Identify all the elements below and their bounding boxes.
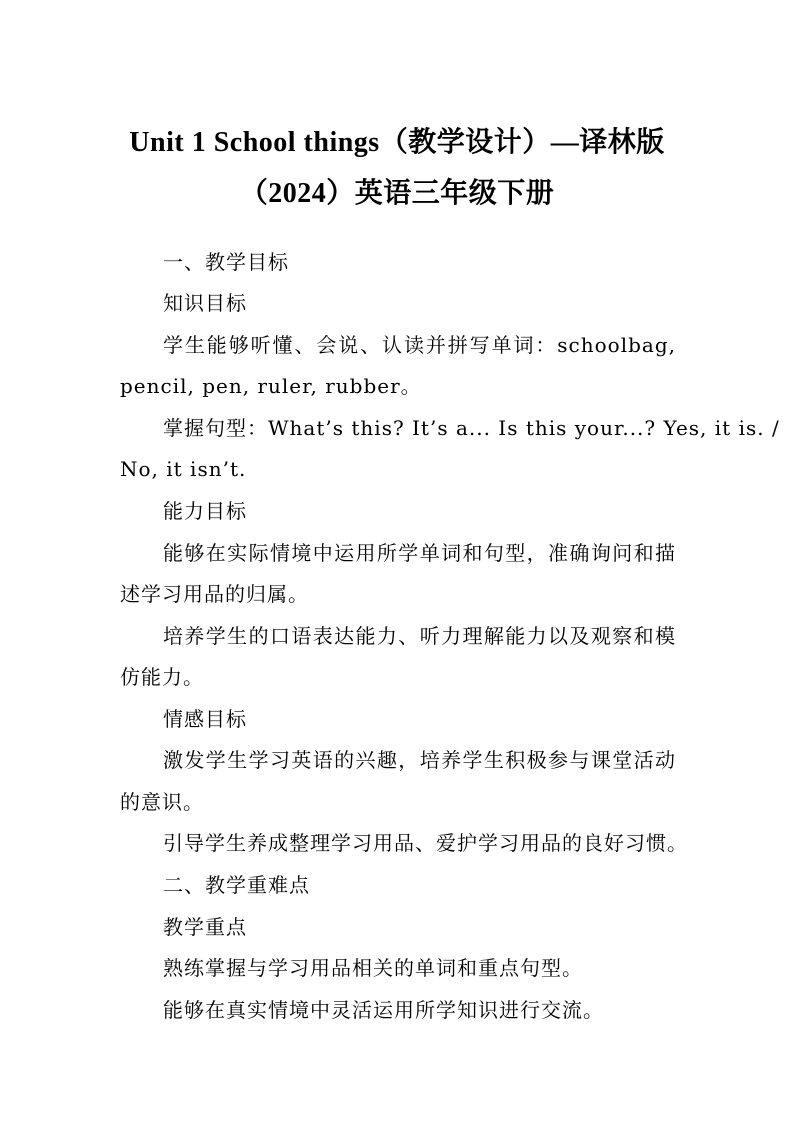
section-heading-key-difficult-points: 二、教学重难点 (163, 873, 310, 897)
paragraph-line: 培养学生的口语表达能力、听力理解能力以及观察和模 (163, 624, 676, 648)
paragraph-line: 能够在真实情境中灵活运用所学知识进行交流。 (163, 998, 604, 1022)
paragraph-line: pencil, pen, ruler, rubber。 (120, 374, 422, 398)
paragraph-line: 述学习用品的归属。 (120, 582, 309, 606)
subheading-teaching-focus: 教学重点 (163, 915, 247, 939)
section-heading-teaching-objectives: 一、教学目标 (163, 250, 289, 274)
paragraph-line: 的意识。 (120, 790, 204, 814)
document-title-line-1: Unit 1 School things（教学设计）—译林版 (129, 127, 665, 158)
subheading-emotional-objectives: 情感目标 (163, 707, 247, 731)
paragraph-line: 掌握句型：What’s this? It’s a... Is this your...? Yes, it is. / (163, 416, 780, 440)
paragraph-line: 熟练掌握与学习用品相关的单词和重点句型。 (163, 956, 583, 980)
subheading-knowledge-objectives: 知识目标 (163, 291, 247, 315)
paragraph-line: 能够在实际情境中运用所学单词和句型，准确询问和描 (163, 541, 676, 565)
document-title-line-2: （2024）英语三年级下册 (239, 178, 555, 209)
paragraph-line: 引导学生养成整理学习用品、爱护学习用品的良好习惯。 (163, 831, 688, 855)
paragraph-line: 仿能力。 (120, 665, 204, 689)
paragraph-line: 激发学生学习英语的兴趣，培养学生积极参与课堂活动 (163, 748, 676, 772)
subheading-ability-objectives: 能力目标 (163, 499, 247, 523)
paragraph-line: No, it isn’t. (120, 457, 247, 481)
paragraph-line: 学生能够听懂、会说、认读并拼写单词：schoolbag, (163, 333, 676, 357)
